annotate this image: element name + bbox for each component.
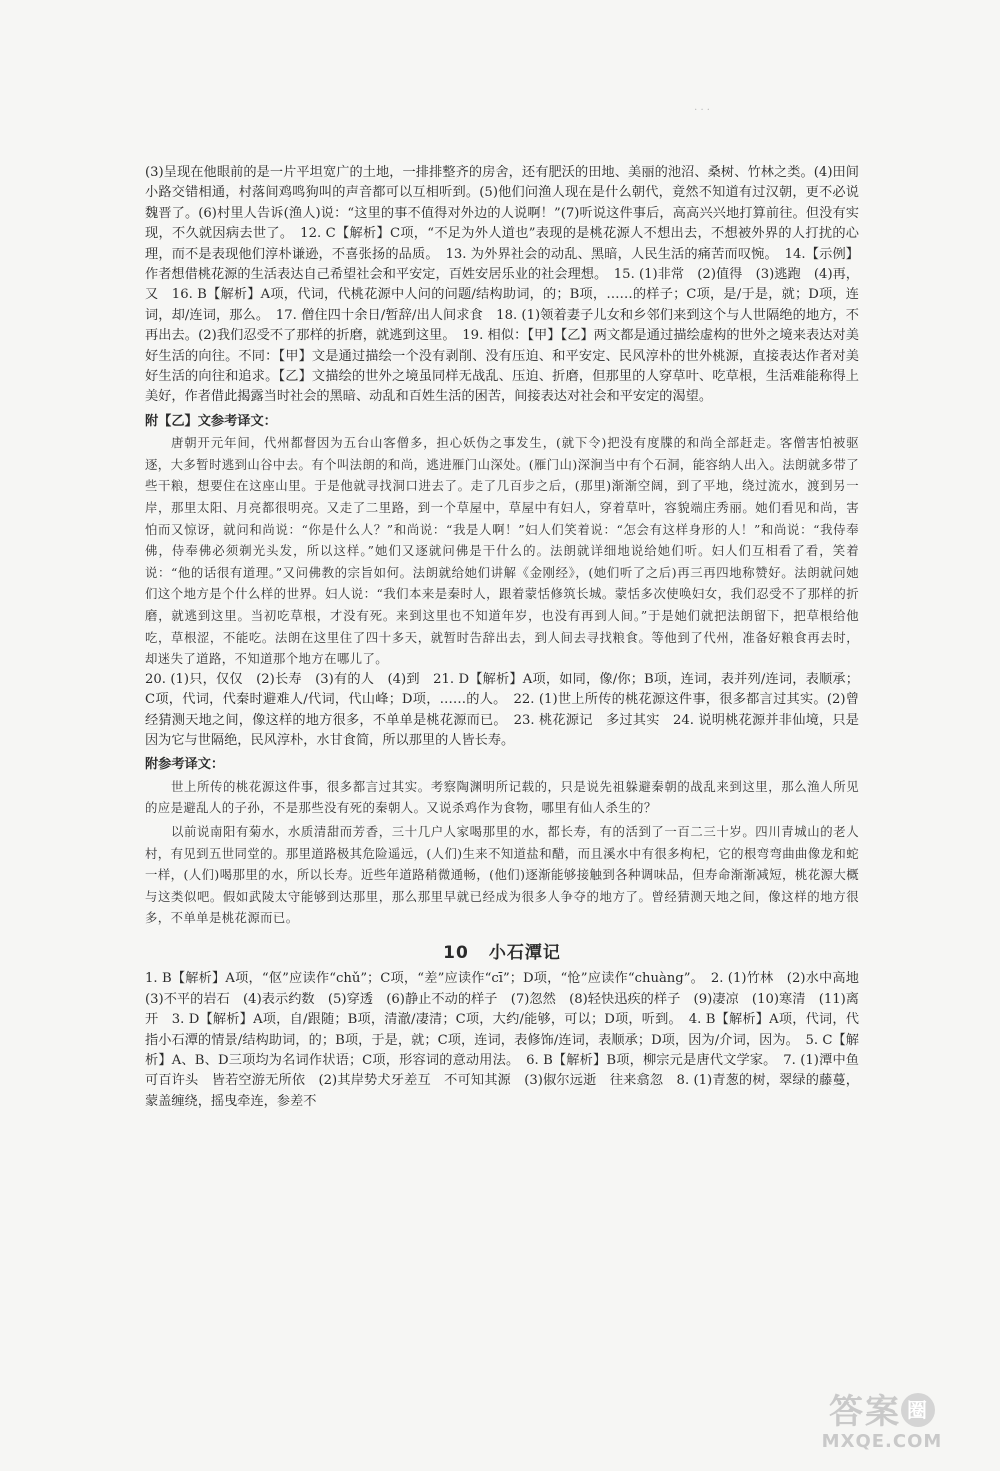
reference-translation-1: 唐朝开元年间，代州都督因为五台山客僧多，担心妖伪之事发生，(就下令)把没有度牒的和尚全部赶走。客僧害怕被驱逐，大多暂时逃到山谷中去。有个叫法朗的和尚，逃进雁门山深处。(雁门山)深涧当中有个石洞，能容纳人出入。法朗就多带了些干粮，想要住在这座山里。于是他就寻找洞口进去了。走了几百步之后，(那里)渐渐空阔，到了平地，绕过流水，渡到另一岸，那里太阳、月亮都很明亮。又走了二里路，到一个草屋中，草屋中有妇人，穿着草叶，容貌端庄秀丽。她们看见和尚，害怕而又惊讶，就问和尚说：“你是什么人？”和尚说：“我是人啊！”妇人们笑着说：“怎会有这样身形的人！”和尚说：“我侍奉佛，侍奉佛必须剃光头发，所以这样。”她们又逐就问佛是干什么的。法朗就详细地说给她们听。妇人们互相看了看，笑着说：“他的话很有道理。”又问佛教的宗旨如何。法朗就给她们讲解《金刚经》，(她们听了之后)再三再四地称赞好。法朗就问她们这个地方是个什么样的世界。妇人说：“我们本来是秦时人，跟着蒙恬修筑长城。蒙恬多次使唤妇女，我们忍受不了那样的折磨，就逃到这里。当初吃草根，才没有死。来到这里也不知道年岁，也没有再到人间。”于是她们就把法朗留下，把草根给他吃，草根涩，不能吃。法朗在这里住了四十多天，就暂时告辞出去，到人间去寻找粮食。等他到了代州，准备好粮食再去时，却迷失了道路，不知道那个地方在哪儿了。 — [145, 435, 859, 667]
watermark-logo — [782, 1393, 982, 1431]
section-number: 10 — [443, 943, 469, 963]
answers-part-3: 1. B【解析】A项，“伛”应读作“chǔ”；C项，“差”应读作“cī”；D项，“怆”应读作“chuàng”。 2. (1)竹林 (2)水中高地 (3)不平的岩石 (4)表示约数 (5)穿透 (6)静止不动的样子 (7)忽然 (8)轻快迅疾的样子 (9)凄凉 (10)寒清 (11)离开 3. D【解析】A项，自/跟随；B项，清澈/凄清；C项，大约/能够，可以；D项，听到。 4. B【解析】A项，代词，代指小石潭的情景/结构助词，的；B项，于是，就；C项，连词，表修饰/连词，表顺承；D项，因为/介词，因为。 5. C【解析】A、B、D三项均为名词作状语；C项，形容词的意动用法。 6. B【解析】B项，柳宗元是唐代文学家。 7. (1)潭中鱼可百许头 皆若空游无所依 (2)其岸势犬牙差互 不可知其源 (3)俶尔远逝 往来翕忽 8. (1)青葱的树，翠绿的藤蔓，蒙盖缠绕，摇曳牵连，参差不 — [145, 971, 873, 1109]
section-name: 小石潭记 — [488, 943, 561, 963]
answers-part-2: 20. (1)只，仅仅 (2)长寿 (3)有的人 (4)到 21. D【解析】A项，如同，像/你；B项，连词，表并列/连词，表顺承；C项，代词，代秦时避难人/代词，代山峰；D项，……的人。 22. (1)世上所传的桃花源这件事，很多都言过其实。(2)曾经猜测天地之间，像这样的地方很多，不单单是桃花源而已。 23. 桃花源记 多过其实 24. 说明桃花源并非仙境，只是因为它与世隔绝，民风淳朴，水甘食简，所以那里的人皆长寿。 — [145, 671, 859, 749]
watermark-text: 答案 — [829, 1392, 901, 1432]
reference-translation-2a: 世上所传的桃花源这件事，很多都言过其实。考察陶渊明所记载的，只是说先祖躲避秦朝的战乱来到这里，那么渔人所见的应是避乱人的子孙，不是那些没有死的秦朝人。又说杀鸡作为食物，哪里有仙人杀生的？ — [145, 778, 859, 816]
reference-translation-2b: 以前说南阳有菊水，水质清甜而芳香，三十几户人家喝那里的水，都长寿，有的活到了一百二三十岁。四川青城山的老人村，有见到五世同堂的。那里道路极其危险遥远，(人们)生来不知道盐和醋，而且溪水中有很多枸杞，它的根弯弯曲曲像龙和蛇一样，(人们)喝那里的水，所以长寿。近些年道路稍微通畅，(他们)逐渐能够接触到各种调味品，但寿命渐渐减短，桃花源大概与这类似吧。假如武陵太守能够到达那里，那么那里早就已经成为很多人争夺的地方了。曾经猜测天地之间，像这样的地方很多，不单单是桃花源而已。 — [145, 824, 859, 926]
site-watermark — [782, 1393, 982, 1463]
reference-heading-1: 附【乙】文参考译文： — [145, 413, 277, 429]
section-title — [145, 943, 859, 963]
scan-specks: · · · — [694, 105, 710, 116]
reference-heading-2: 附参考译文： — [145, 757, 225, 773]
watermark-badge-icon: 圈 — [901, 1393, 935, 1427]
watermark-url: MXQE.COM — [821, 1431, 943, 1452]
answers-part-1: (3)呈现在他眼前的是一片平坦宽广的土地，一排排整齐的房舍，还有肥沃的田地、美丽的池沼、桑树、竹林之类。(4)田间小路交错相通，村落间鸡鸣狗叫的声音都可以互相听到。(5)他们问渔人现在是什么朝代，竟然不知道有过汉朝，更不必说魏晋了。(6)村里人告诉(渔人)说：“这里的事不值得对外边的人说啊！”(7)听说这件事后，高高兴兴地打算前往。但没有实现，不久就因病去世了。 12. C【解析】C项，“不足为外人道也”表现的是桃花源人不想出去，不想被外界的人打扰的心理，而不是表现他们淳朴谦逊，不喜张扬的品质。 13. 为外界社会的动乱、黑暗，人民生活的痛苦而叹惋。 14.【示例】作者想借桃花源的生活表达自己希望社会和平安定，百姓安居乐业的社会理想。 15. (1)非常 (2)值得 (3)逃跑 (4)再，又 16. B【解析】A项，代词，代桃花源中人问的问题/结构助词，的；B项，……的样子；C项，是/于是，就；D项，连词，却/连词，那么。 17. 僧住四十余日/暂辞/出人间求食 18. (1)领着妻子儿女和乡邻们来到这个与人世隔绝的地方，不再出去。(2)我们忍受不了那样的折磨，就逃到这里。 19. 相似：【甲】【乙】两文都是通过描绘虚构的世外之境来表达对美好生活的向往。不同：【甲】文是通过描绘一个没有剥削、没有压迫、和平安定、民风淳朴的世外桃源，直接表达作者对美好生活的向往和追求。【乙】文描绘的世外之境虽同样无战乱、压迫、折磨，但那里的人穿草叶、吃草根，生活难能称得上美好，作者借此揭露当时社会的黑暗、动乱和百姓生活的困苦，间接表达对社会和平安定的渴望。 — [145, 165, 859, 405]
answer-page — [145, 163, 873, 1112]
